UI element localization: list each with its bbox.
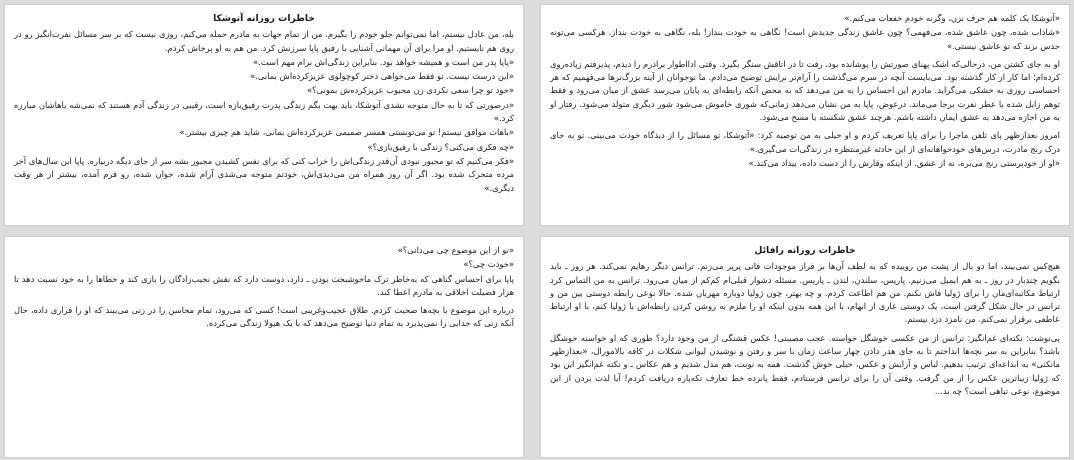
page-bottom-left: [4, 236, 524, 458]
paragraph: «باهات موافق نیستم! تو می‌تونستی همسر صمیمی عزیزکرده‌اش بمانی، شاید هم چیزی بیشتر.»: [179, 127, 514, 138]
paragraph: درباره این موضوع با بچه‌ها صحبت کردم. طلاق عجیب‌وغریبی است! کسی که می‌رود، تمام محاسن را در زنی می‌بیند که او را فراری داده، حال آنکه زنی که جدایی را نمی‌پذیرد به تمام دنیا توضیح می‌دهد که با یک هیولا زندگی می‌کرده.: [14, 305, 514, 329]
paragraph: امروز بعدازظهر پای تلفن ماجرا را برای پاپا تعریف کردم و او خیلی به من توصیه کرد: «آتوشکا، تو مسائل را از دیدگاه خودت می‌بینی. تو به جای درک رنج مادرت، درس‌های خودخواهانه‌ای از این حادثه غیرمنتظره در زندگی‌ات می‌گیری.»: [550, 130, 1060, 154]
page-title: خاطرات روزانه آتوشکا: [213, 13, 315, 24]
paragraph: «شاداب شده، چون عاشق شده، می‌فهمی؟ چون عاشق زندگی جدیدش است! نگاهی به خودت بنداز! بله، نگاهی به خودت بنداز. هرکسی می‌تونه حدس بزند که تو عاشق نیستی.»: [550, 27, 1060, 51]
paragraph: «خود تو چرا سعی نکردی زن محبوب عزیزکرده‌ش بمونی؟»: [306, 85, 514, 96]
paragraph: پی‌نوشت: نکته‌ای غم‌انگیز: ترانس از من عکسی خوشگل خواسته. عجب مصیبتی! عکس قشنگی از من وجود دارد؟ طوری که او خواسته خوشگل باشد؟ بنابراین به سر بچه‌ها انداختم تا به جای هدر دادن چهار ساعت زمان با سر و رفتن و نوشیدن لیوانی شکلات در کافه بالامورال، «بعدازظهر مانکنی» به ابداعه‌ای ترتیب بدهیم. لباس و آرایش و عکس، خیلی خوش گذشت. همه به نوبت، هم مدل شدیم و هم عکاس ـ و نکته غم‌انگیز این بود که ژولیا زیباترین عکس را از من گرفت. وقتی آن را برای ترانس فرستادم، فقط پانزده خط تعارف تکه‌پاره دریافت کردم! آیا لذت بردن از این موضوع، نوعی تباهی است؟ چه بد...: [550, 332, 1060, 396]
page-bottom-right: [540, 236, 1070, 458]
page-top-left: [4, 4, 524, 226]
paragraph: هیچ‌کس نمی‌بیند، اما دو بال از پشت من روییده که به لطف آن‌ها بر فراز موجودات فانی پرپر می‌زنم. ترانس دیگر رهایم نمی‌کند. هر روز ـ باید بگویم چندبار در روز ـ به هم ایمیل می‌زنیم. پاریس، سلندن، لندن ـ پاریس. مسئله دشوار قبلی‌ام کم‌کم از میان می‌رود. ترانس به من التماس کرد ارتباط مکاتبه‌ای‌مان را برای ژولیا فاش نکنم. من هم اطاعت کردم. و چه بهتر، چون ژولیا دوباره مهربان شده. حالا نوعی رابطه دوستی بین من و ترانس در حال شکل گرفتن است، یک دوستی عاری از ابهام، با این همه بدون اینکه او را ملزم به روشن کردن رابطه‌اش با ژولیا کنم، با او ارتباط عاطفی برقرار نمی‌کنم. من نامزد دزد نیستم.: [550, 261, 1060, 325]
paragraph: بله، من عادل نیستم، اما نمی‌توانم جلو خودم را بگیرم. من از تمام جهات به مادرم حمله می‌کنم، روزی نیست که بر سر مسائل نفرت‌انگیز رو در روی هم نایستیم. او مرا برای آن مهمانی آشنایی با رفیق پاپا سرزنش کرد. من هم به او پرخاش کردم.: [14, 29, 514, 53]
paragraph: «او از خودپرستی رنج می‌بره، نه از عشق. از اینکه وقارش را از دست داده، بیداد می‌کند.»: [748, 157, 1060, 168]
paragraph: او به جای کشتن من، درحالی‌که اشک پهنای صورتش را پوشانده بود، رفت تا در اتاقش سنگر بگیرد. وقتی ادااطوار برادرم را دیدم، پذیرفتم زیاده‌روی کرده‌ام؛ اما کار از کار گذشته بود. می‌بایست آنچه در سرم می‌گذشت را آرام‌تر برایش توضیح می‌دادم. ما نوجوانان از آینه بزرگ‌ترها می‌فهمیم که هر احساسی روزی به خشکی می‌گراید. مادرم این احساس را به من می‌دهد که به محض آنکه رابطه‌ای به پایان می‌رسد عشق از میان می‌رود و فقط توهم زایل شده یا عطر نفرت برجا می‌ماند. درعوض، پاپا به من نشان می‌دهد زمانی‌که شوری خاموش می‌شود شور دیگری متولد می‌شود. رفتار او به من اجازه می‌دهد به عشق ایمان داشته باشم. هرچند عشق شکسته یا مسخ می‌شود.: [550, 58, 1060, 123]
paragraph: پاپا برای احساس گناهی که به‌خاطر ترک ماخوشبخت بودن ـ دارد، دوست دارد که نقش نجیب‌زادگان را بازی کند و خطاها را به خود نسبت دهد تا هزار فضیلت اخلاقی به مادرم اعطا کند.: [14, 273, 514, 297]
paragraph: «این درست نیست. تو فقط می‌خواهی دختر کوچولوی عزیزکرده‌اش بمانی.»: [250, 71, 514, 82]
page-title: خاطرات روزانه رافائل: [754, 245, 856, 256]
paragraph: «درصورتی که تا به حال متوجه نشدی آتوشکا، باید بهت بگم زندگی پدرت رفیق‌بازه است، رقیبی در زندگی آدم هستند که نمی‌شه باهاشان مبارزه کرد.»: [14, 99, 514, 124]
paragraph: «فکر می‌کنیم که تو مجبور نبودی آن‌قدر زندگی‌اش را خراب کنی که برای نفس کشیدن مجبور بشه سر از جای دیگه دربیاره. پاپا این سال‌های آخر مرده متحرک شده بود. اگر آن روز همراه من می‌دیدی‌اش، خودتم متوجه می‌شدی آرام شده، جوان شده، رو فرم آمده، بیشتر از هر وقت دیگری.»: [14, 155, 514, 193]
paragraph: «پاپا پدر من است و همیشه خواهد بود. بنابراین زندگی‌اش برام مهم است.»: [253, 56, 514, 67]
page-top-right: [540, 4, 1070, 226]
paragraph: «آتوشکا یک کلمه هم حرف نزن، وگرنه خودم خفعات می‌کنم.»: [844, 13, 1060, 23]
paragraph: «خودت چی؟»: [463, 259, 514, 270]
paragraph: «چه فکری می‌کنی؟ زندگی با رفیق‌بازی؟»: [367, 141, 514, 152]
paragraph: «تو از این موضوع چی می‌دانی؟»: [397, 245, 514, 255]
